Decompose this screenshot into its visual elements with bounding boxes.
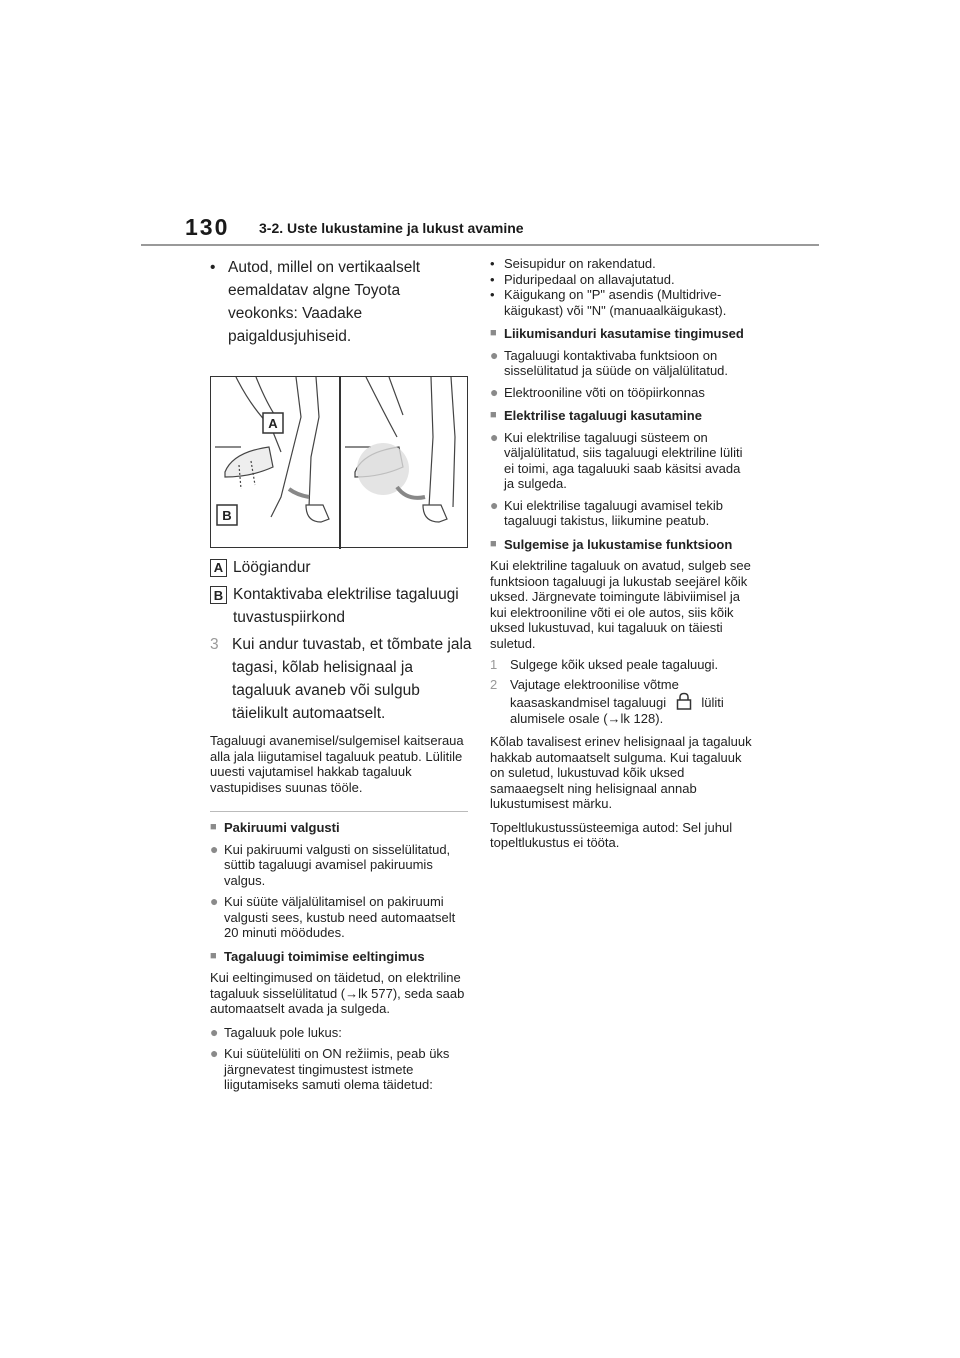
label-a: A Löögiandur — [210, 556, 472, 579]
square-bullet-icon: ■ — [210, 949, 217, 962]
footnote: Tagaluugi avanemisel/sulgemisel kaitseraua alla jala liigutamisel tagaluuk peatub. Lülitile uuesti vajutamisel hakkab tagaluuk vastupidises suunas tööle. — [210, 733, 464, 795]
circle-bullet-icon: ● — [490, 346, 499, 363]
figure-tag-b — [217, 505, 237, 525]
heading-conditions: ■ Tagaluugi toimimise eeltingimus — [210, 948, 425, 964]
label-b: B Kontaktivaba elektrilise tagaluugi tuvastuspiirkond — [210, 583, 472, 629]
svg-text:B: B — [222, 508, 232, 523]
section-title: 3-2. Uste lukustamine ja lukust avamine — [259, 220, 524, 236]
list-item: ● Kui süütelüliti on ON režiimis, peab üks järgnevatest tingimustest istmete liigutamiseks samuti olema täidetud: — [210, 1045, 450, 1092]
heading-use: ■ Elektrilise tagaluugi kasutamine — [490, 408, 702, 423]
svg-text:A: A — [268, 416, 278, 431]
circle-bullet-icon: ● — [490, 428, 499, 445]
list-item: ● Elektrooniline võti on tööpiirkonnas — [490, 383, 705, 400]
list-item: ● Kui elektrilise tagaluugi avamisel tekib tagaluugi takistus, liikumine peatub. — [490, 496, 723, 528]
list-item: ● Tagaluuk pole lukus: — [210, 1023, 342, 1040]
list-item: ● Tagaluugi kontaktivaba funktsioon on sisselülitatud ja süüde on väljalülitatud. — [490, 346, 729, 378]
step-1: 1 Sulgege kõik uksed peale tagaluugi. — [490, 657, 719, 672]
list-item: • Piduripedaal on allavajutatud. — [490, 271, 675, 287]
circle-bullet-icon: ● — [210, 840, 219, 857]
figure-tag-a — [263, 413, 283, 433]
right-column — [490, 256, 752, 859]
figure-divider — [339, 377, 341, 549]
close-paragraph: Kui elektriline tagaluuk on avatud, sulgeb see funktsioon tagaluugi ja lukustab seejärel kõik uksed. Järgnevate toimingute läbiviimisel ja kui elektrooniline võti ei ole autos, siis kõik uksed lukustuvad, kui tagaluuk on täiesti suletud. — [490, 558, 751, 651]
list-item: • Seisupidur on rakendatud. — [490, 256, 656, 271]
list-item: ● Kui süüte väljalülitamisel on pakiruumi valgusti sees, kustub need automaatselt 20 minuti möödudes. — [210, 893, 456, 940]
step-3: 3 Kui andur tuvastab, et tõmbate jala tagasi, kõlab helisignaal ja tagaluuk avaneb või sulgub täielikult automaatselt. — [210, 636, 472, 722]
tag-b-icon: B — [210, 586, 227, 604]
tag-a-icon: A — [210, 559, 227, 577]
square-bullet-icon: ■ — [490, 537, 497, 550]
circle-bullet-icon: ● — [490, 496, 499, 513]
square-bullet-icon: ■ — [490, 327, 497, 339]
circle-bullet-icon: ● — [210, 1045, 219, 1061]
square-bullet-icon: ■ — [490, 409, 497, 421]
kick-sensor-illustration — [210, 376, 468, 548]
list-item: ● Kui pakiruumi valgusti on sisselülitatud, süttib tagaluugi avamisel pakiruumis valgus. — [210, 840, 451, 888]
heading-close: ■ Sulgemise ja lukustamise funktsioon — [490, 536, 733, 552]
circle-bullet-icon: ● — [490, 383, 499, 400]
section-divider — [210, 811, 468, 812]
circle-bullet-icon: ● — [210, 893, 219, 909]
heading-lights: ■ Pakiruumi valgusti — [210, 820, 340, 835]
lock-icon — [676, 692, 692, 710]
paragraph: Kõlab tavalisest erinev helisignaal ja tagaluuk hakkab automaatselt sulguma. Kui tagaluuk on suletud, lukustuvad kõik uksed samaaegselt ning helisignaal annab lukustumisest märku. — [490, 734, 752, 811]
conditions-paragraph: Kui eeltingimused on täidetud, on elektriline tagaluuk sisselülitatud (→lk 577), seda saab automaatselt avada ja sulgeda. — [210, 970, 465, 1016]
paragraph: Topeltlukustussüsteemiga autod: Sel juhul topeltlukustus ei tööta. — [490, 819, 733, 850]
page-number: 130 — [185, 214, 230, 240]
header-divider — [141, 244, 819, 246]
intro-bullet: • Autod, millel on vertikaalselt eemaldatav algne Toyota veokonks: Vaadake paigaldusjuhiseid. — [210, 259, 421, 345]
step-2: 2 Vajutage elektroonilise võtme kaasaskandmisel tagaluugi lüliti alumisele osale (→lk 128). — [490, 676, 724, 726]
page-header — [141, 214, 819, 248]
list-item: ● Kui elektrilise tagaluugi süsteem on väljalülitatud, siis tagaluugi elektriline lüliti ei toimi, aga tagaluuki saab käsitsi avada ja sulgeda. — [490, 428, 743, 491]
list-item: • Käigukang on "P" asendis (Multidrive-käigukast) või "N" (manuaalkäigukast). — [490, 287, 727, 318]
circle-bullet-icon: ● — [210, 1023, 219, 1040]
left-column — [210, 256, 472, 1099]
square-bullet-icon: ■ — [210, 821, 217, 833]
heading-sensor: ■ Liikumisanduri kasutamise tingimused — [490, 326, 744, 341]
